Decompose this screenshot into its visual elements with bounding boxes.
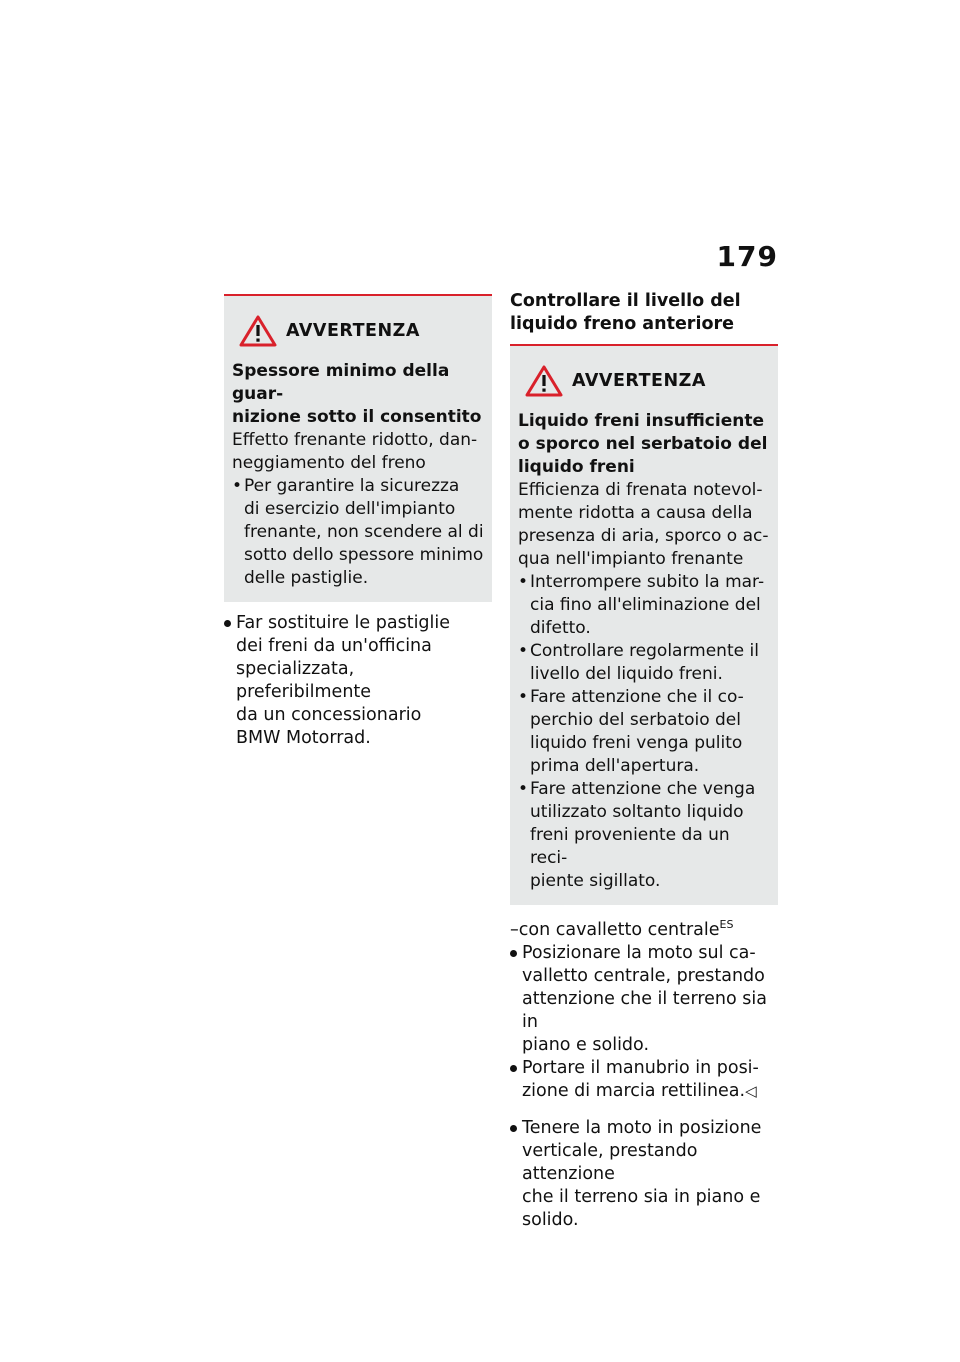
warning-box-brake-fluid: [510, 346, 778, 905]
step-item: Far sostituire le pastiglie dei freni da un'officina specializzata, preferibilmente da un concessionario BMW Motorrad.: [224, 612, 492, 750]
condition-line: –con cavalletto centrale$^{ES}$: [510, 918, 734, 940]
step-item: Tenere la moto in posizione verticale, prestando attenzione che il terreno sia in piano e solido.: [510, 1117, 778, 1232]
left-column: [224, 294, 492, 750]
list-item: • Per garantire la sicurezza di esercizio dell'impianto frenante, non scendere al di sotto dello spessore minimo delle pastiglie.: [232, 475, 484, 590]
warning-text: Efficienza di frenata notevol- mente ridotta a causa della presenza di aria, sporco o ac- qua nell'impianto frenante: [518, 480, 769, 569]
step-item: Posizionare la moto sul ca- valletto centrale, prestando attenzione che il terreno sia in piano e solido.: [510, 942, 778, 1057]
warning-label: AVVERTENZA: [572, 371, 706, 391]
step-item: Portare il manubrio in posi- zione di marcia rettilinea.◁: [510, 1057, 778, 1103]
list-item: • Fare attenzione che venga utilizzato soltanto liquido freni proveniente da un reci- piente sigillato.: [518, 778, 770, 893]
warning-header: [518, 364, 770, 398]
list-item: • Interrompere subito la mar- cia fino all'eliminazione del difetto.: [518, 571, 770, 640]
warning-triangle-icon: [524, 364, 564, 398]
condition-superscript: ES: [719, 918, 734, 931]
page-number: 179: [716, 240, 778, 273]
step-list: [510, 1117, 778, 1232]
warning-list: [232, 475, 484, 590]
warning-title: Liquido freni insufficiente o sporco nel serbatoio del liquido freni: [518, 411, 768, 477]
section-title: Controllare il livello del liquido freno anteriore: [510, 290, 778, 346]
step-list: [510, 942, 778, 1103]
warning-text: Effetto frenante ridotto, dan- neggiamento del freno: [232, 430, 478, 473]
right-column: [510, 290, 778, 1232]
warning-title: Spessore minimo della guar- nizione sotto il consentito: [232, 361, 482, 427]
warning-triangle-icon: [238, 314, 278, 348]
step-list: [224, 612, 492, 750]
warning-label: AVVERTENZA: [286, 321, 420, 341]
warning-list: [518, 571, 770, 893]
list-item: • Controllare regolarmente il livello del liquido freni.: [518, 640, 770, 686]
end-of-section-icon: ◁: [745, 1082, 757, 1100]
list-item: • Fare attenzione che il co- perchio del serbatoio del liquido freni venga pulito prima dell'apertura.: [518, 686, 770, 778]
warning-header: [232, 314, 484, 348]
warning-box-brake-pads: [224, 294, 492, 602]
